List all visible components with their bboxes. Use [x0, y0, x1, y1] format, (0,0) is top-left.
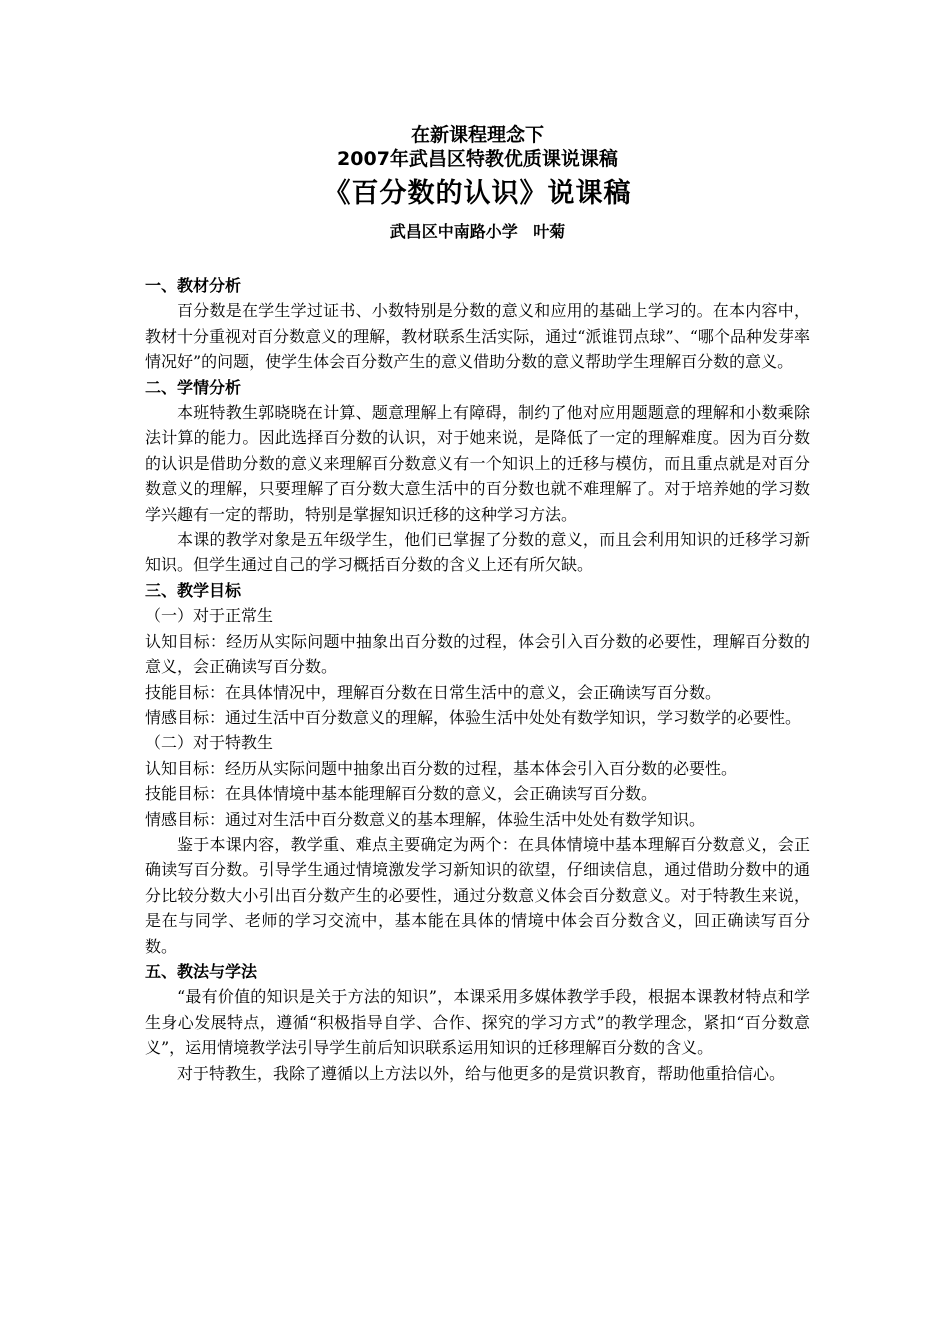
- author-line: 武昌区中南路小学 叶菊: [389, 222, 566, 241]
- paragraph: 本课的教学对象是五年级学生，他们已掌握了分数的意义，而且会利用知识的迁移学习新知识。但学生通过自己的学习概括百分数的含义上还有所欠缺。: [145, 530, 810, 575]
- paragraph: 百分数是在学生学过证书、小数特别是分数的意义和应用的基础上学习的。在本内容中，教材十分重视对百分数意义的理解，教材联系生活实际，通过“派谁罚点球”、“哪个品种发芽率情况好”的问题，使学生体会百分数产生的意义借助分数的意义帮助学生理解百分数的意义。: [145, 301, 810, 372]
- paragraph: 对于特教生，我除了遵循以上方法以外，给与他更多的是赏识教育，帮助他重拾信心。: [177, 1063, 786, 1083]
- goal-skill: 技能目标：在具体情境中基本能理解百分数的意义，会正确读写百分数。: [145, 784, 658, 804]
- title-block: [145, 123, 810, 243]
- paragraph: 本班特教生郭晓晓在计算、题意理解上有障碍，制约了他对应用题题意的理解和小数乘除法计算的能力。因此选择百分数的认识，对于她来说，是降低了一定的理解难度。因为百分数的认识是借助分数的意义来理解百分数意义有一个知识上的迁移与模仿，而且重点就是对百分数意义的理解，只要理解了百分数大意生活中的百分数也就不难理解了。对于培养她的学习数学兴趣有一定的帮助，特别是掌握知识迁移的这种学习方法。: [145, 403, 810, 524]
- goal-emotional: 情感目标：通过对生活中百分数意义的基本理解，体验生活中处处有数学知识。: [145, 809, 706, 829]
- document-page: [145, 123, 810, 1086]
- goal-cognitive: 认知目标：经历从实际问题中抽象出百分数的过程，体会引入百分数的必要性，理解百分数的意义，会正确读写百分数。: [145, 631, 810, 677]
- goal-skill: 技能目标：在具体情况中，理解百分数在日常生活中的意义，会正确读写百分数。: [145, 682, 722, 702]
- document-body: [145, 273, 810, 1086]
- paragraph: “最有价值的知识是关于方法的知识”，本课采用多媒体教学手段，根据本课教材特点和学生身心发展特点，遵循“积极指导自学、合作、探究的学习方式”的教学理念，紧扣“百分数意义”，运用情境教学法引导学生前后知识联系运用知识的迁移理解百分数的含义。: [145, 987, 810, 1058]
- subsection-special-students: （二）对于特教生: [145, 733, 274, 753]
- section-heading-methods: 五、教法与学法: [145, 961, 258, 981]
- goal-cognitive: 认知目标：经历从实际问题中抽象出百分数的过程，基本体会引入百分数的必要性。: [145, 758, 738, 778]
- title-line-1: 在新课程理念下: [410, 124, 544, 146]
- main-title: 《百分数的认识》说课稿: [323, 178, 632, 209]
- title-line-2: 2007年武昌区特教优质课说课稿: [337, 148, 618, 170]
- section-heading-teaching-goals: 三、教学目标: [145, 580, 242, 600]
- section-heading-textbook-analysis: 一、教材分析: [145, 276, 242, 295]
- subsection-normal-students: （一）对于正常生: [145, 606, 274, 626]
- goal-emotional: 情感目标：通过生活中百分数意义的理解，体验生活中处处有数学知识，学习数学的必要性。: [145, 707, 802, 727]
- section-heading-student-analysis: 二、学情分析: [145, 377, 242, 397]
- paragraph: 鉴于本课内容，教学重、难点主要确定为两个：在具体情境中基本理解百分数意义，会正确读写百分数。引导学生通过情境激发学习新知识的欲望，仔细读信息，通过借助分数中的通分比较分数大小引出百分数产生的必要性，通过分数意义体会百分数意义。对于特教生来说，是在与同学、老师的学习交流中，基本能在具体的情境中体会百分数含义，回正确读写百分数。: [145, 834, 810, 956]
